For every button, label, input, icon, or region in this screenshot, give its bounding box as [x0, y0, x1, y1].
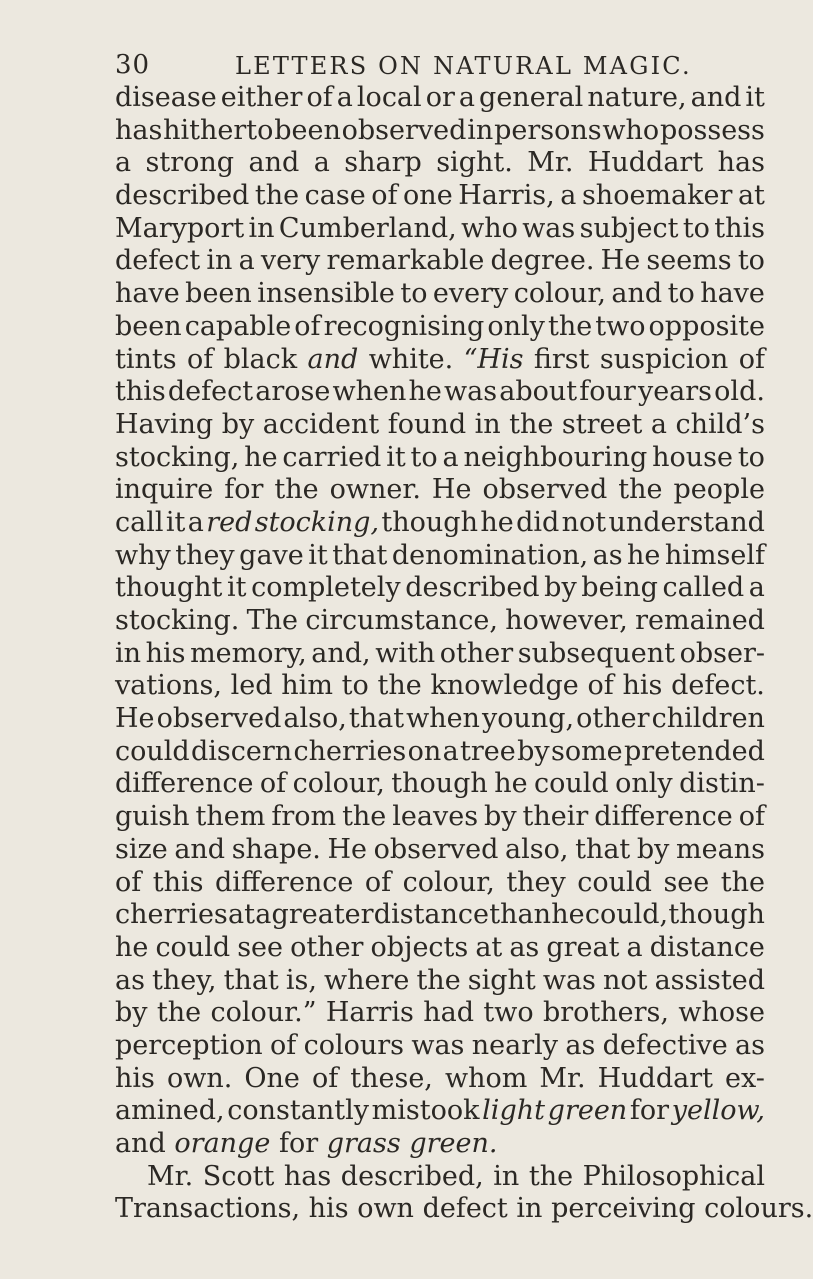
text-line: Maryport in Cumberland, who was subject to this: [115, 212, 765, 244]
text-line: Transactions, his own defect in perceiving colours.: [115, 1193, 813, 1225]
text-line: been capable of recognising only the two opposite: [115, 310, 765, 342]
text-line: by the colour.” Harris had two brothers, whose: [115, 997, 765, 1029]
text-line: size and shape. He observed also, that by means: [115, 833, 765, 865]
body-text: [115, 82, 813, 1226]
text-line: tints of black and white. “His first suspicion of: [115, 343, 765, 375]
text-line: disease either of a local or a general nature, and it: [115, 82, 765, 113]
text-line: Having by accident found in the street a child’s: [115, 408, 765, 440]
text-line: of this difference of colour, they could see the: [115, 866, 765, 898]
page-number: 30: [115, 50, 151, 80]
text-line: cherries at a greater distance than he could, though: [115, 899, 765, 931]
text-line: stocking. The circumstance, however, remained: [115, 605, 765, 636]
text-line: has hitherto been observed in persons who possess: [115, 114, 765, 146]
text-line: have been insensible to every colour, and to have: [115, 278, 765, 310]
text-line: defect in a very remarkable degree. He seems to: [115, 245, 765, 277]
text-line: Mr. Scott has described, in the Philosophical: [147, 1160, 765, 1192]
text-line: call it a red stocking, though he did not understand: [115, 506, 765, 538]
text-line: inquire for the owner. He observed the people: [115, 474, 765, 506]
text-line: could discern cherries on a tree by some pretended: [115, 735, 765, 767]
text-line: in his memory, and, with other subsequent obser-: [115, 637, 765, 669]
running-title: LETTERS ON NATURAL MAGIC.: [235, 52, 692, 80]
text-line: stocking, he carried it to a neighbouring house to: [115, 441, 765, 473]
text-line: a strong and a sharp sight. Mr. Huddart has: [115, 147, 765, 179]
text-line: as they, that is, where the sight was not assisted: [115, 964, 765, 996]
text-line: He observed also, that when young, other children: [115, 703, 765, 735]
text-line: why they gave it that denomination, as he himself: [115, 539, 765, 571]
text-line: amined, constantly mistook light green for yellow,: [115, 1095, 765, 1127]
text-line: he could see other objects at as great a distance: [115, 931, 765, 963]
text-line: described the case of one Harris, a shoemaker at: [115, 180, 765, 212]
text-line: perception of colours was nearly as defective as: [115, 1029, 765, 1061]
text-line: this defect arose when he was about four years old.: [115, 376, 765, 408]
text-line: guish them from the leaves by their difference of: [115, 801, 765, 833]
text-line: and orange for grass green.: [115, 1128, 498, 1159]
text-line: vations, led him to the knowledge of his defect.: [115, 670, 765, 702]
page-header: [115, 50, 755, 86]
text-line: difference of colour, though he could only distin-: [115, 768, 765, 800]
text-line: his own. One of these, whom Mr. Huddart ex-: [115, 1062, 765, 1094]
text-line: thought it completely described by being called a: [115, 572, 765, 604]
